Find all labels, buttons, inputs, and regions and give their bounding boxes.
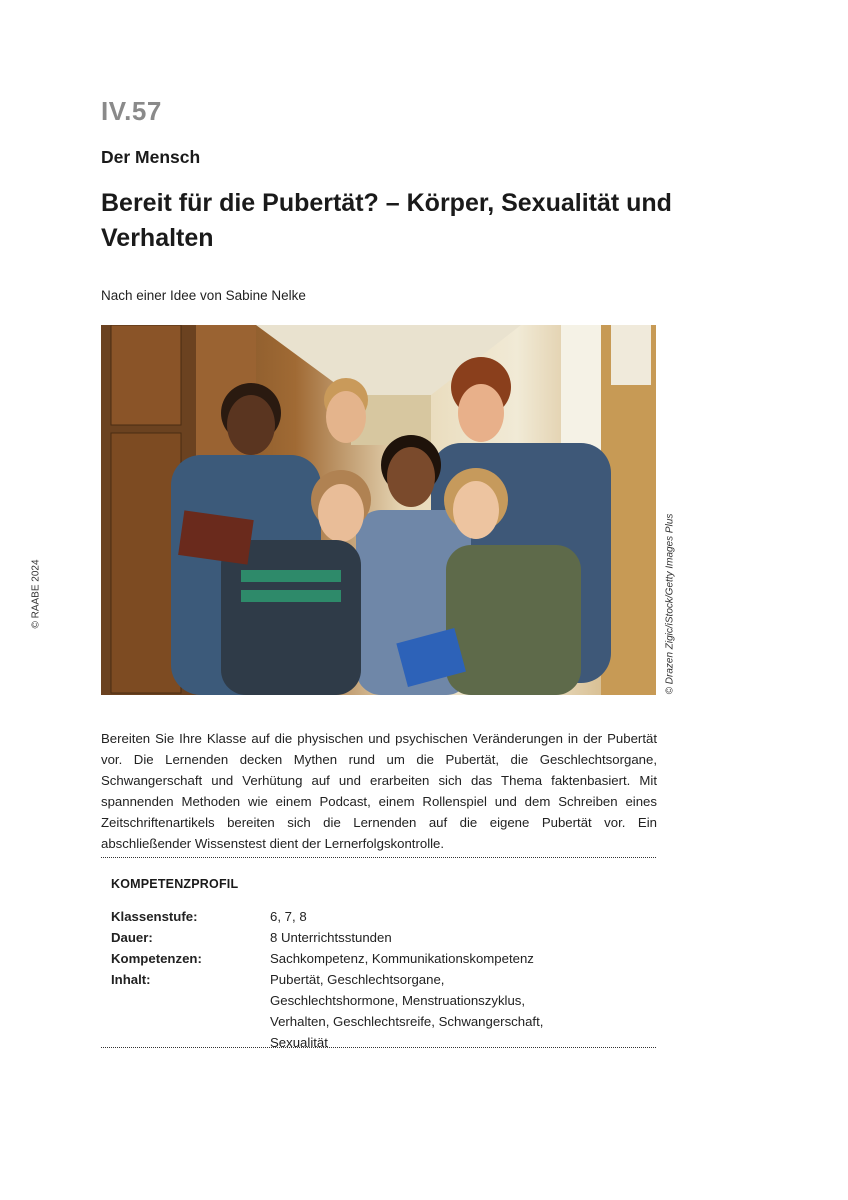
profile-label: Klassenstufe:	[111, 909, 198, 924]
photo-credit: © Drazen Zigic/iStock/Getty Images Plus	[664, 513, 676, 695]
profile-value: Pubertät, Geschlechtsorgane, Geschlechtshormone, Menstruationszyklus, Verhalten, Geschlechtsreife, Schwangerschaft, Sexualität	[270, 972, 544, 1050]
cover-photo	[101, 325, 656, 695]
profile-label: Kompetenzen:	[111, 951, 202, 966]
page-title: Bereit für die Pubertät? – Körper, Sexualität und Verhalten	[101, 189, 672, 252]
category-label: Der Mensch	[101, 147, 201, 167]
intro-paragraph: Bereiten Sie Ihre Klasse auf die physischen und psychischen Veränderungen in der Pubertät vor. Die Lernenden decken Mythen rund um die Pubertät, die Geschlechtsorgane, Schwangerschaft und Verhütung auf und erarbeiten sich das Thema faktenbasiert. Mit spannenden Methoden wie einem Podcast, einem Rollenspiel und dem Schreiben eines Zeitschriftenartikels bereiten sich die Lernenden auf die eigene Pubertät vor. Ein abschließender Wissenstest dient der Lernerfolgskontrolle.	[101, 731, 657, 851]
divider-bottom	[101, 1047, 656, 1048]
module-code: IV.57	[101, 96, 162, 126]
profile-value: 8 Unterrichtsstunden	[270, 930, 392, 945]
copyright-side-label: © RAABE 2024	[30, 559, 42, 629]
author-line: Nach einer Idee von Sabine Nelke	[101, 288, 306, 303]
profile-row-competences	[111, 948, 631, 969]
divider-top	[101, 857, 656, 858]
profile-row-grade	[111, 906, 631, 927]
competence-heading: KOMPETENZPROFIL	[111, 877, 239, 891]
profile-label: Inhalt:	[111, 972, 151, 987]
profile-value: 6, 7, 8	[270, 909, 307, 924]
profile-value: Sachkompetenz, Kommunikationskompetenz	[270, 951, 534, 966]
profile-row-duration	[111, 927, 631, 948]
profile-label: Dauer:	[111, 930, 153, 945]
profile-row-content	[111, 969, 631, 1053]
competence-profile	[111, 906, 631, 1053]
